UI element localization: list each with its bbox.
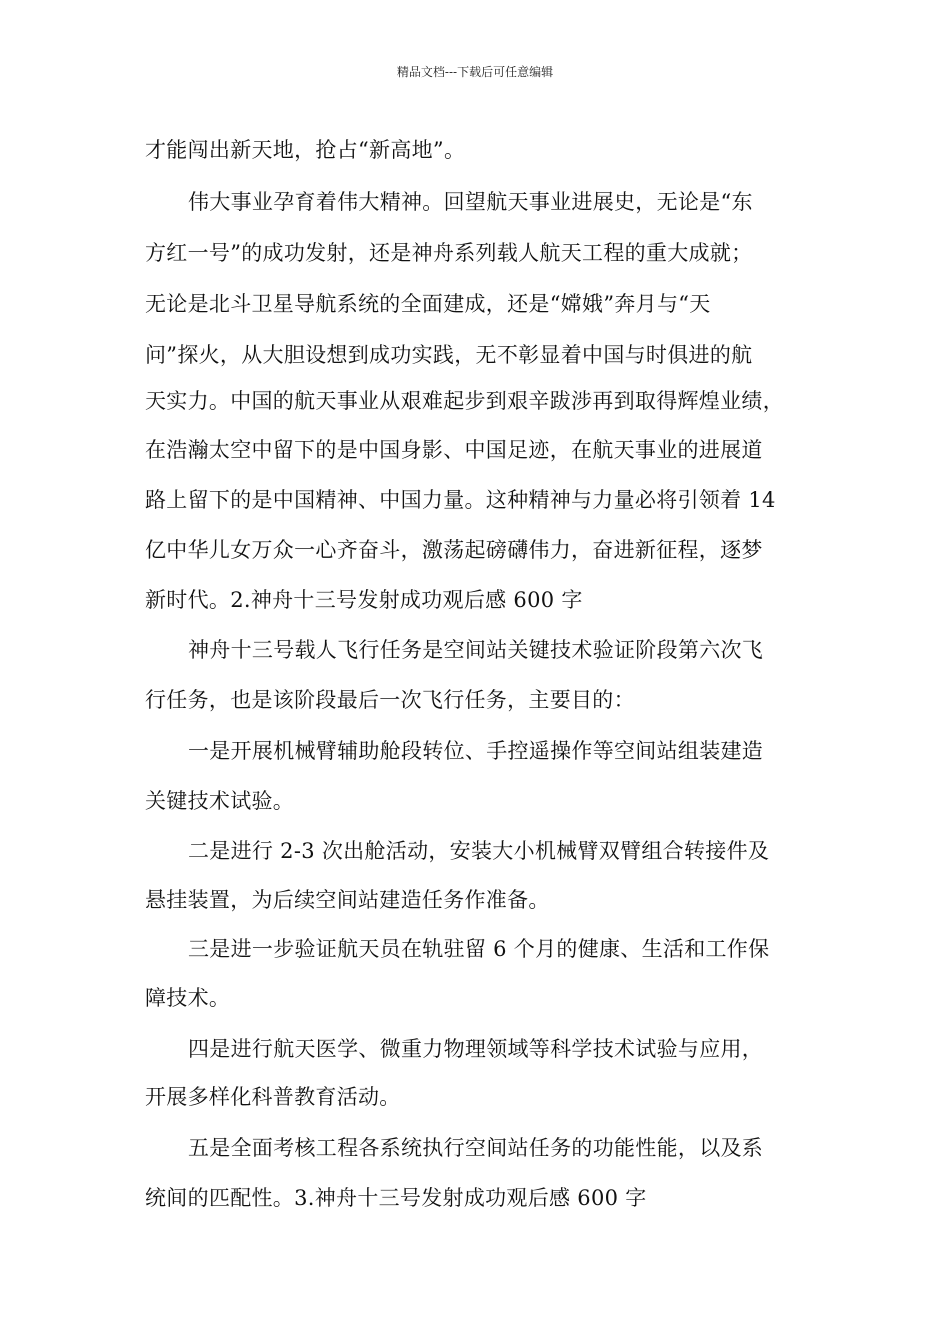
paragraph-first-line: 伟大事业孕育着伟大精神。回望航天事业进展史，无论是“东: [188, 190, 753, 214]
text-line: 在浩瀚太空中留下的是中国身影、中国足迹，在航天事业的进展道: [145, 438, 763, 462]
text-line: 悬挂装置，为后续空间站建造任务作准备。: [145, 888, 550, 912]
text-line: 才能闯出新天地，抢占“新高地”。: [145, 138, 466, 162]
paragraph-first-line: 二是进行 2-3 次出舱活动，安装大小机械臂双臂组合转接件及: [188, 839, 770, 863]
paragraph-first-line: 四是进行航天医学、微重力物理领域等科学技术试验与应用，: [188, 1037, 764, 1061]
text-line: 开展多样化科普教育活动。: [145, 1085, 401, 1109]
text-line: 行任务，也是该阶段最后一次飞行任务，主要目的：: [145, 688, 635, 712]
text-line: 障技术。: [145, 986, 231, 1010]
text-line: 亿中华儿女万众一心齐奋斗，激荡起磅礴伟力，奋进新征程，逐梦: [145, 538, 763, 562]
text-line: 问”探火，从大胆设想到成功实践，无不彰显着中国与时俱进的航: [145, 343, 753, 367]
text-line: 统间的匹配性。3.神舟十三号发射成功观后感 600 字: [145, 1186, 647, 1210]
text-line: 新时代。2.神舟十三号发射成功观后感 600 字: [145, 588, 583, 612]
paragraph-first-line: 三是进一步验证航天员在轨驻留 6 个月的健康、生活和工作保: [188, 937, 770, 961]
text-line: 关键技术试验。: [145, 789, 295, 813]
paragraph-first-line: 神舟十三号载人飞行任务是空间站关键技术验证阶段第六次飞: [188, 638, 764, 662]
paragraph-first-line: 一是开展机械臂辅助舱段转位、手控遥操作等空间站组装建造: [188, 739, 764, 763]
text-line: 天实力。中国的航天事业从艰难起步到艰辛跋涉再到取得辉煌业绩，: [145, 389, 784, 413]
text-line: 方红一号”的成功发射，还是神舟系列载人航天工程的重大成就；: [145, 241, 753, 265]
text-line: 路上留下的是中国精神、中国力量。这种精神与力量必将引领着 14: [145, 488, 776, 512]
page-header: 精品文档---下载后可任意编辑: [396, 65, 554, 79]
text-line: 无论是北斗卫星导航系统的全面建成，还是“嫦娥”奔月与“天: [145, 292, 711, 316]
paragraph-first-line: 五是全面考核工程各系统执行空间站任务的功能性能，以及系: [188, 1136, 764, 1160]
